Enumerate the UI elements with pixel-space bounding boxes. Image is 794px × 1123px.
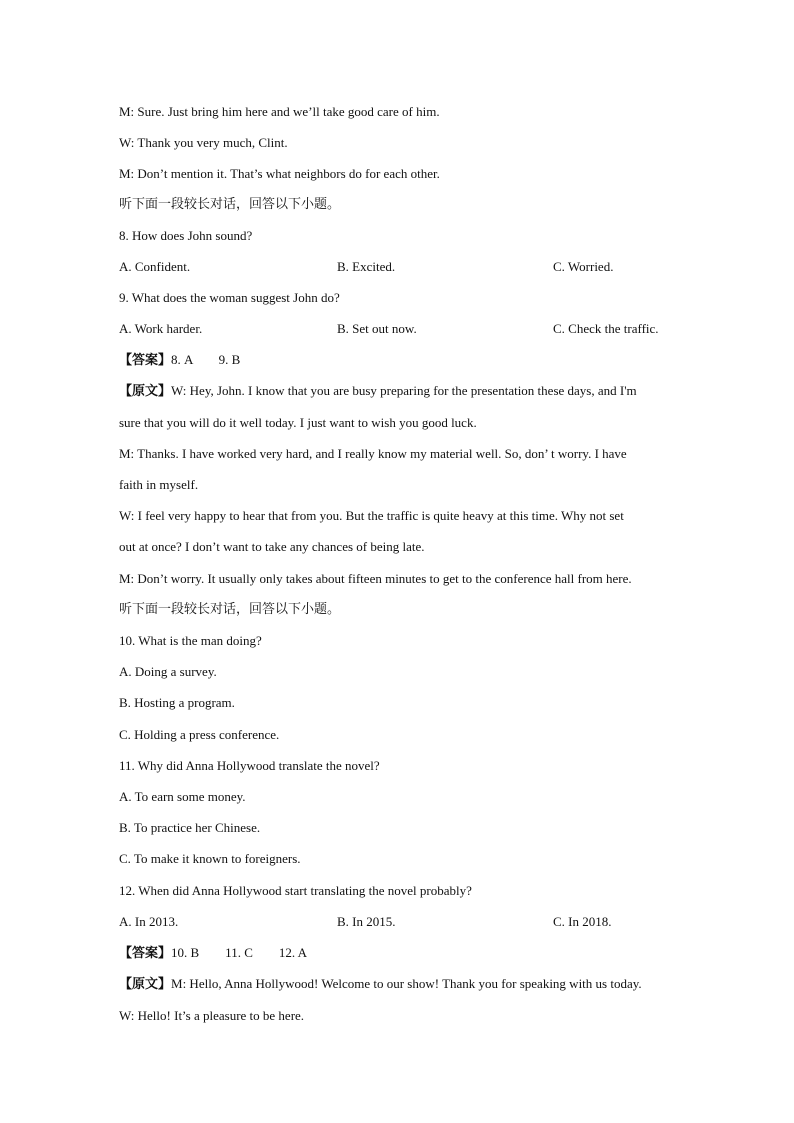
question-9: 9. What does the woman suggest John do?	[119, 290, 340, 305]
transcript-line: W: Hello! It’s a pleasure to be here.	[119, 1008, 305, 1023]
transcript-line: faith in myself.	[119, 477, 199, 492]
answer-text: 10. B 11. C 12. A	[171, 945, 308, 960]
transcript-line	[119, 976, 642, 993]
question-8: 8. How does John sound?	[119, 228, 253, 243]
transcript-line: M: Don’t worry. It usually only takes about fifteen minutes to get to the conference hall from here.	[119, 571, 632, 586]
q9-option-a: A. Work harder.	[119, 321, 203, 336]
q11-option-c: C. To make it known to foreigners.	[119, 851, 301, 866]
q11-option-b: B. To practice her Chinese.	[119, 820, 261, 835]
answer-line	[119, 945, 307, 962]
q10-option-a: A. Doing a survey.	[119, 664, 217, 679]
dialogue-line: M: Don’t mention it. That’s what neighbors do for each other.	[119, 166, 440, 181]
q8-option-b: B. Excited.	[337, 259, 396, 274]
transcript-line: W: I feel very happy to hear that from you. But the traffic is quite heavy at this time. Why not set	[119, 508, 624, 523]
transcript-line	[119, 383, 637, 400]
answer-text: 8. A 9. B	[171, 352, 241, 367]
section-instruction: 听下面一段较长对话，回答以下小题。	[119, 197, 341, 212]
answer-tag: 【答案】	[119, 946, 172, 961]
answer-line	[119, 352, 240, 369]
answer-tag: 【答案】	[119, 353, 172, 368]
question-12: 12. When did Anna Hollywood start translating the novel probably?	[119, 883, 472, 898]
section-instruction: 听下面一段较长对话，回答以下小题。	[119, 602, 341, 617]
transcript-line: out at once? I don’t want to take any chances of being late.	[119, 539, 425, 554]
transcript-text: W: Hey, John. I know that you are busy preparing for the presentation these days, and I'm	[171, 383, 637, 398]
q12-option-a: A. In 2013.	[119, 914, 179, 929]
transcript-line: M: Thanks. I have worked very hard, and I really know my material well. So, don’ t worry. I have	[119, 446, 627, 461]
q8-option-c: C. Worried.	[553, 259, 614, 274]
question-10: 10. What is the man doing?	[119, 633, 262, 648]
question-11: 11. Why did Anna Hollywood translate the novel?	[119, 758, 380, 773]
transcript-text: M: Hello, Anna Hollywood! Welcome to our show! Thank you for speaking with us today.	[171, 976, 642, 991]
q9-option-b: B. Set out now.	[337, 321, 417, 336]
q10-option-c: C. Holding a press conference.	[119, 727, 280, 742]
q9-option-c: C. Check the traffic.	[553, 321, 659, 336]
transcript-line: sure that you will do it well today. I just want to wish you good luck.	[119, 415, 477, 430]
q8-option-a: A. Confident.	[119, 259, 191, 274]
dialogue-line: W: Thank you very much, Clint.	[119, 135, 288, 150]
dialogue-line: M: Sure. Just bring him here and we’ll take good care of him.	[119, 104, 440, 119]
transcript-tag: 【原文】	[119, 977, 172, 992]
transcript-tag: 【原文】	[119, 384, 172, 399]
q10-option-b: B. Hosting a program.	[119, 695, 235, 710]
q12-option-b: B. In 2015.	[337, 914, 396, 929]
q11-option-a: A. To earn some money.	[119, 789, 246, 804]
q12-option-c: C. In 2018.	[553, 914, 612, 929]
